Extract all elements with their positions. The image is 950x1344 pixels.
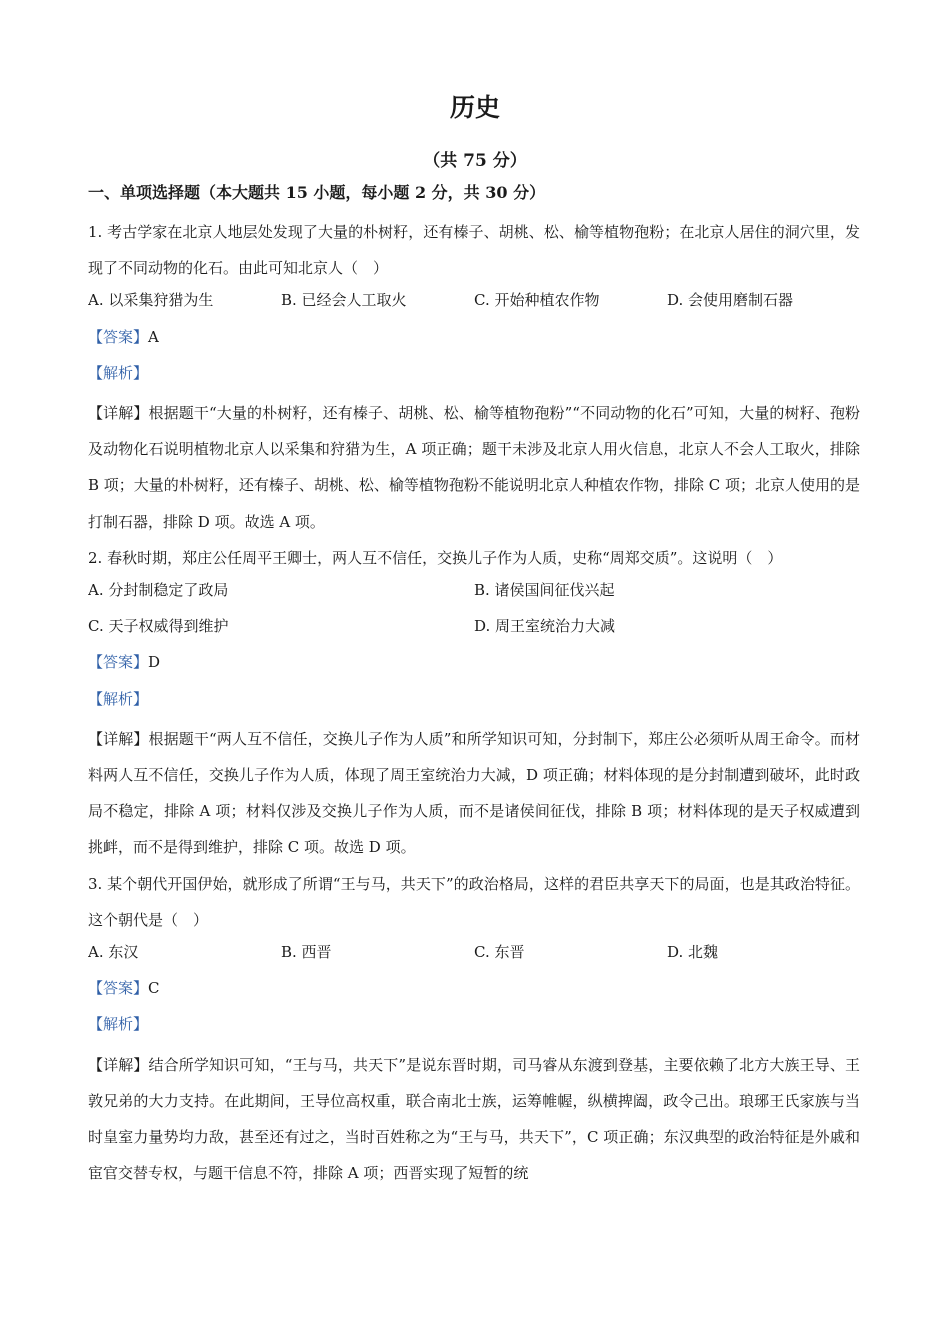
answer-value: C (148, 979, 160, 998)
detail-label: 【详解】 (88, 1055, 149, 1074)
analysis-label: 【解析】 (88, 363, 149, 382)
option-a: A. 东汉 (88, 942, 139, 961)
answer-line (88, 323, 860, 359)
detail-label: 【详解】 (88, 729, 149, 748)
option-c: C. 开始种植农作物 (474, 291, 600, 310)
analysis-label: 【解析】 (88, 1015, 149, 1034)
question-1 (88, 214, 860, 540)
options-row (88, 612, 860, 648)
answer-line (88, 648, 860, 684)
question-3 (88, 866, 860, 1192)
option-a: A. 以采集狩猎为生 (88, 291, 214, 310)
question-stem: 1. 考古学家在北京人地层处发现了大量的朴树籽，还有榛子、胡桃、松、榆等植物孢粉；在北京人居住的洞穴里，发现了不同动物的化石。由此可知北京人（ ） (88, 223, 860, 278)
option-d: D. 北魏 (667, 942, 719, 961)
options-row (88, 286, 860, 322)
detail-paragraph (88, 1047, 860, 1192)
options-row (88, 576, 860, 612)
detail-text: 根据题干“大量的朴树籽，还有榛子、胡桃、松、榆等植物孢粉”“不同动物的化石”可知，大量的树籽、孢粉及动物化石说明植物北京人以采集和狩猎为生，A 项正确；题干未涉及北京人用火信息，北京人不会人工取火，排除 B 项；大量的朴树籽，还有榛子、胡桃、松、榆等植物孢粉不能说明北京人种植农作物，排除 C 项；北京人使用的是打制石器，排除 D 项。故选 A 项。 (88, 403, 860, 531)
option-d: D. 周王室统治力大减 (474, 617, 616, 636)
question-2 (88, 540, 860, 866)
option-d: D. 会使用磨制石器 (667, 291, 794, 310)
question-stem: 2. 春秋时期，郑庄公任周平王卿士，两人互不信任，交换儿子作为人质，史称“周郑交质”。这说明（ ） (88, 548, 783, 567)
option-c: C. 天子权威得到维护 (88, 617, 229, 636)
answer-label: 【答案】 (88, 979, 149, 998)
option-c: C. 东晋 (474, 942, 525, 961)
detail-paragraph (88, 395, 860, 540)
answer-label: 【答案】 (88, 653, 149, 672)
analysis-label: 【解析】 (88, 689, 149, 708)
question-stem: 3. 某个朝代开国伊始，就形成了所谓“王与马，共天下”的政治格局，这样的君臣共享天下的局面，也是其政治特征。这个朝代是（ ） (88, 874, 860, 929)
section-heading: 一、单项选择题（本大题共 15 小题，每小题 2 分，共 30 分） (88, 183, 546, 202)
answer-line (88, 974, 860, 1010)
option-b: B. 诸侯国间征伐兴起 (474, 580, 615, 599)
question-list (88, 214, 860, 1191)
options-row (88, 938, 860, 974)
answer-label: 【答案】 (88, 327, 149, 346)
option-b: B. 西晋 (281, 942, 332, 961)
option-a: A. 分封制稳定了政局 (88, 580, 229, 599)
score-subtitle: （共 75 分） (423, 151, 527, 171)
detail-text: 根据题干“两人互不信任，交换儿子作为人质”和所学知识可知，分封制下，郑庄公必须听从周王命令。而材料两人互不信任，交换儿子作为人质，体现了周王室统治力大减，D 项正确；材料体现的是分封制遭到破坏，此时政局不稳定，排除 A 项；材料仅涉及交换儿子作为人质，而不是诸侯间征伐，排除 B 项；材料体现的是天子权威遭到挑衅，而不是得到维护，排除 C 项。故选 D 项。 (88, 729, 860, 857)
detail-label: 【详解】 (88, 403, 149, 422)
option-b: B. 已经会人工取火 (281, 291, 407, 310)
page-title: 历史 (449, 93, 500, 122)
detail-paragraph (88, 721, 860, 866)
detail-text: 结合所学知识可知，“王与马，共天下”是说东晋时期，司马睿从东渡到登基，主要依赖了北方大族王导、王敦兄弟的大力支持。在此期间，王导位高权重，联合南北士族，运筹帷幄，纵横捭阖，政令己出。琅琊王氏家族与当时皇室力量势均力敌，甚至还有过之，当时百姓称之为“王与马，共天下”，C 项正确；东汉典型的政治特征是外戚和宦官交替专权，与题干信息不符，排除 A 项；西晋实现了短暂的统 (88, 1055, 860, 1183)
answer-value: A (148, 327, 159, 346)
answer-value: D (148, 653, 161, 672)
